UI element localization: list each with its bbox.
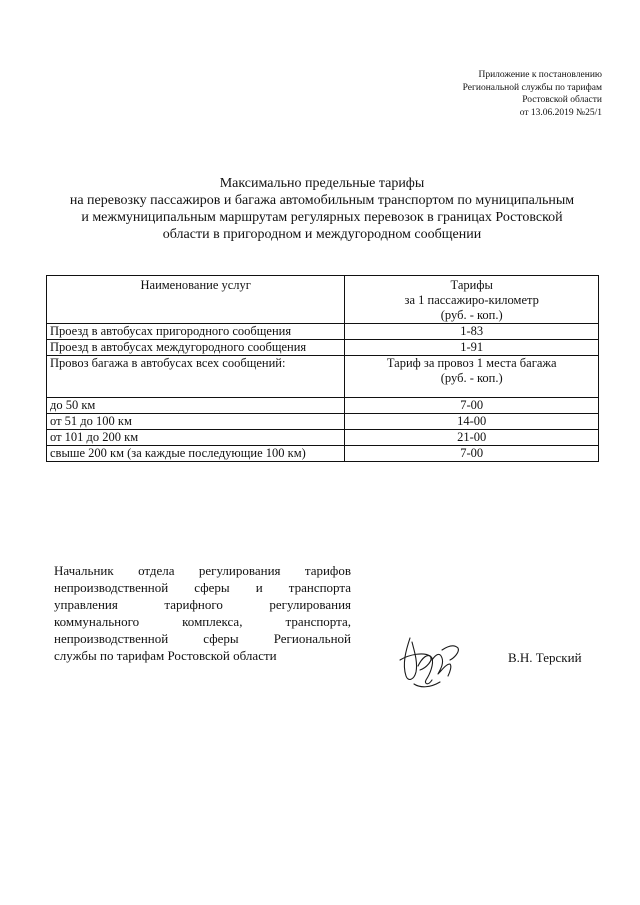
- signatory-position: [54, 562, 351, 664]
- row-service: до 50 км: [47, 398, 345, 414]
- row-tariff: 7-00: [345, 446, 599, 462]
- baggage-tariff-line: Тариф за провоз 1 места багажа: [386, 356, 557, 370]
- position-line: коммунального комплекса, транспорта,: [54, 614, 351, 629]
- row-service: Проезд в автобусах пригородного сообщения: [47, 324, 345, 340]
- header-tariff: [345, 276, 599, 324]
- table-row: [47, 324, 599, 340]
- position-line: непроизводственной сферы Региональной: [54, 631, 351, 646]
- header-service: Наименование услуг: [47, 276, 345, 324]
- row-service: от 51 до 100 км: [47, 414, 345, 430]
- table-row: [47, 446, 599, 462]
- row-service: Проезд в автобусах междугородного сообщения: [47, 340, 345, 356]
- table-row: [47, 398, 599, 414]
- header-tariff-line: за 1 пассажиро-километр: [404, 293, 539, 307]
- handwritten-signature: [396, 630, 466, 690]
- position-line: Начальник отдела регулирования тарифов: [54, 563, 351, 578]
- position-line: непроизводственной сферы и транспорта: [54, 580, 351, 595]
- title-line: и межмуниципальным маршрутам регулярных перевозок в границах Ростовской: [81, 210, 563, 225]
- table-header-row: [47, 276, 599, 324]
- signer-name: В.Н. Терский: [508, 650, 582, 665]
- title-line: Максимально предельные тарифы: [219, 176, 425, 191]
- row-service: от 101 до 200 км: [47, 430, 345, 446]
- title-line: области в пригородном и междугородном сообщении: [162, 227, 482, 242]
- table-row-baggage-header: [47, 356, 599, 398]
- appendix-line: от 13.06.2019 №25/1: [519, 107, 602, 118]
- tariff-table: [46, 275, 599, 462]
- baggage-label: Провоз багажа в автобусах всех сообщений:: [50, 356, 286, 370]
- table-row: [47, 340, 599, 356]
- appendix-line: Ростовской области: [522, 95, 602, 105]
- row-service: [47, 356, 345, 398]
- baggage-tariff-line: (руб. - коп.): [440, 371, 503, 385]
- position-line: службы по тарифам Ростовской области: [54, 648, 277, 663]
- row-service: свыше 200 км (за каждые последующие 100 км): [47, 446, 345, 462]
- row-tariff: 7-00: [345, 398, 599, 414]
- row-tariff: 21-00: [345, 430, 599, 446]
- position-line: управления тарифного регулирования: [54, 597, 351, 612]
- row-tariff: 1-91: [345, 340, 599, 356]
- appendix-line: Региональной службы по тарифам: [462, 82, 602, 93]
- appendix-line: Приложение к постановлению: [478, 70, 602, 80]
- table-row: [47, 430, 599, 446]
- header-tariff-line: (руб. - коп.): [440, 308, 503, 322]
- appendix-note: [302, 69, 602, 119]
- title-line: на перевозку пассажиров и багажа автомобильным транспортом по муниципальным: [69, 193, 575, 208]
- row-tariff: [345, 356, 599, 398]
- row-tariff: 14-00: [345, 414, 599, 430]
- row-tariff: 1-83: [345, 324, 599, 340]
- header-tariff-line: Тарифы: [450, 278, 493, 292]
- document-title: [40, 175, 604, 243]
- table-row: [47, 414, 599, 430]
